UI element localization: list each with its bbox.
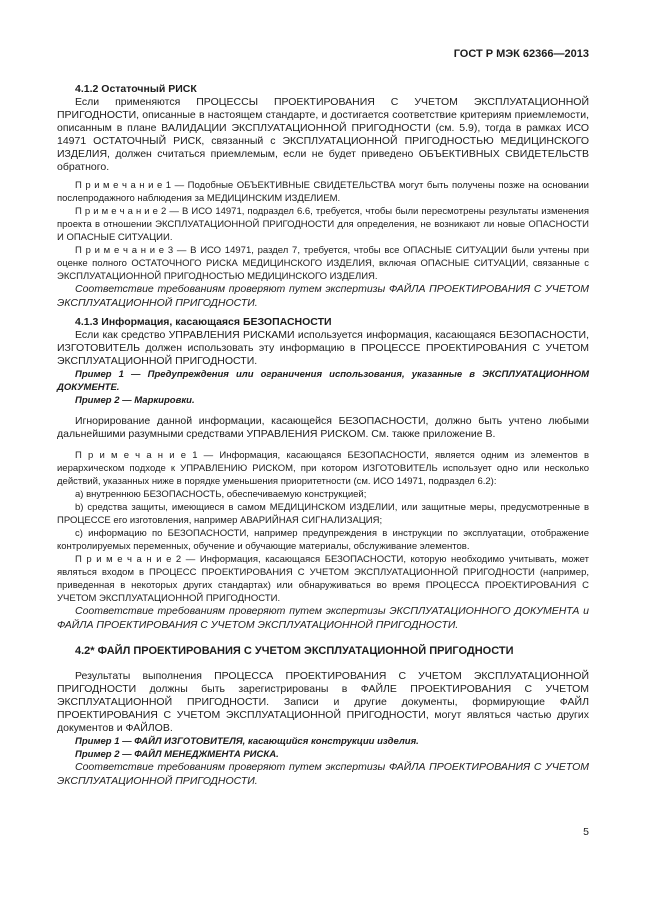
- section-4-1-2-heading: 4.1.2 Остаточный РИСК: [75, 83, 197, 95]
- section-4-1-3-list-item-a: a) внутреннюю БЕЗОПАСНОСТЬ, обеспечиваемую конструкцией;: [75, 489, 367, 500]
- section-4-2-heading: 4.2* ФАЙЛ ПРОЕКТИРОВАНИЯ С УЧЕТОМ ЭКСПЛУАТАЦИОННОЙ ПРИГОДНОСТИ: [75, 645, 514, 657]
- section-4-2-example-2: Пример 2 — ФАЙЛ МЕНЕДЖМЕНТА РИСКА.: [75, 749, 279, 760]
- section-4-1-3-example-2: Пример 2 — Маркировки.: [75, 395, 195, 406]
- section-4-1-3-conformity-check: Соответствие требованиям проверяют путем экспертизы ЭКСПЛУАТАЦИОННОГО ДОКУМЕНТА и ФАЙЛА ПРОЕКТИРОВАНИЯ С УЧЕТОМ ЭКСПЛУАТАЦИОННОЙ ПРИГОДНОСТИ.: [57, 605, 589, 631]
- section-4-1-2-note-3: П р и м е ч а н и е 3 — В ИСО 14971, раздел 7, требуется, чтобы все ОПАСНЫЕ СИТУАЦИИ были учтены при оценке полного ОСТАТОЧНОГО РИСКА МЕДИЦИНСКОГО ИЗДЕЛИЯ, включая ОПАСНЫЕ СИТУАЦИИ, связанные с ЭКСПЛУАТАЦИОННОЙ ПРИГОДНОСТЬЮ МЕДИЦИНСКОГО ИЗДЕЛИЯ.: [57, 245, 589, 282]
- section-4-2-conformity-check: Соответствие требованиям проверяют путем экспертизы ФАЙЛА ПРОЕКТИРОВАНИЯ С УЧЕТОМ ЭКСПЛУАТАЦИОННОЙ ПРИГОДНОСТИ.: [57, 761, 589, 787]
- section-4-1-3-note-1: П р и м е ч а н и е 1 — Информация, касающаяся БЕЗОПАСНОСТИ, является одним из элементов в иерархическом подходе к УПРАВЛЕНИЮ РИСКОМ, при котором ИЗГОТОВИТЕЛЬ использует одно или несколько действий, указанных ниже в порядке уменьшения приоритетности (см. ИСО 14971, подраздел 6.2):: [57, 450, 589, 487]
- section-4-1-2-note-1: П р и м е ч а н и е 1 — Подобные ОБЪЕКТИВНЫЕ СВИДЕТЕЛЬСТВА могут быть получены позже на основании послепродажного наблюдения за МЕДИЦИНСКИМ ИЗДЕЛИЕМ.: [57, 180, 589, 204]
- section-4-1-2-body: Если применяются ПРОЦЕССЫ ПРОЕКТИРОВАНИЯ С УЧЕТОМ ЭКСПЛУАТАЦИОННОЙ ПРИГОДНОСТИ, описанные в настоящем стандарте, и достигается соответствие критериям приемлемости, описанным в плане ВАЛИДАЦИИ ЭКСПЛУАТАЦИОННОЙ ПРИГОДНОСТИ (см. 5.9), тогда в рамках ИСО 14971 ОСТАТОЧНЫЙ РИСК, связанный с ЭКСПЛУАТАЦИОННОЙ ПРИГОДНОСТЬЮ МЕДИЦИНСКОГО ИЗДЕЛИЯ, должен считаться приемлемым, если не будет приведено ОБЪЕКТИВНЫХ СВИДЕТЕЛЬСТВ обратного.: [57, 96, 589, 173]
- section-4-1-3-list-item-b: b) средства защиты, имеющиеся в самом МЕДИЦИНСКОМ ИЗДЕЛИИ, или защитные меры, предусмотренные в ПРОЦЕССЕ его изготовления, например АВАРИЙНАЯ СИГНАЛИЗАЦИЯ;: [57, 502, 589, 526]
- section-4-1-3-heading: 4.1.3 Информация, касающаяся БЕЗОПАСНОСТИ: [75, 316, 332, 328]
- page-content: [57, 48, 589, 788]
- section-4-1-3-note-2: П р и м е ч а н и е 2 — Информация, касающаяся БЕЗОПАСНОСТИ, которую необходимо учитывать, может являться входом в ПРОЦЕСС ПРОЕКТИРОВАНИЯ С УЧЕТОМ ЭКСПЛУАТАЦИОННОЙ ПРИГОДНОСТИ (например, приведенная в некоторых других стандартах) или обнаруживаться во время ПРОЦЕССА ПРОЕКТИРОВАНИЯ С УЧЕТОМ ЭКСПЛУАТАЦИОННОЙ ПРИГОДНОСТИ.: [57, 554, 589, 604]
- section-4-1-2-conformity-check: Соответствие требованиям проверяют путем экспертизы ФАЙЛА ПРОЕКТИРОВАНИЯ С УЧЕТОМ ЭКСПЛУАТАЦИОННОЙ ПРИГОДНОСТИ.: [57, 283, 589, 309]
- section-4-2-example-1: Пример 1 — ФАЙЛ ИЗГОТОВИТЕЛЯ, касающийся конструкции изделия.: [75, 736, 419, 747]
- section-4-1-3-body: Если как средство УПРАВЛЕНИЯ РИСКАМИ используется информация, касающаяся БЕЗОПАСНОСТИ, ИЗГОТОВИТЕЛЬ должен использовать эту информацию в ПРОЦЕССЕ ПРОЕКТИРОВАНИЯ С УЧЕТОМ ЭКСПЛУАТАЦИОННОЙ ПРИГОДНОСТИ.: [57, 329, 589, 367]
- page-number: 5: [583, 826, 589, 838]
- standard-reference-header: ГОСТ Р МЭК 62366—2013: [453, 48, 589, 60]
- section-4-1-3-list-item-c: c) информацию по БЕЗОПАСНОСТИ, например предупреждения в инструкции по эксплуатации, отображение контролируемых переменных, обучение и обучающие материалы, обслуживание элементов.: [57, 528, 589, 552]
- section-4-2-body: Результаты выполнения ПРОЦЕССА ПРОЕКТИРОВАНИЯ С УЧЕТОМ ЭКСПЛУАТАЦИОННОЙ ПРИГОДНОСТИ должны быть зарегистрированы в ФАЙЛЕ ПРОЕКТИРОВАНИЯ С УЧЕТОМ ЭКСПЛУАТАЦИОННОЙ ПРИГОДНОСТИ. Записи и другие документы, формирующие ФАЙЛ ПРОЕКТИРОВАНИЯ С УЧЕТОМ ЭКСПЛУАТАЦИОННОЙ ПРИГОДНОСТИ, могут являться частью других документов и ФАЙЛОВ.: [57, 670, 589, 734]
- section-4-1-3-example-1: Пример 1 — Предупреждения или ограничения использования, указанные в ЭКСПЛУАТАЦИОННОМ ДОКУМЕНТЕ.: [57, 369, 589, 393]
- section-4-1-3-body-2: Игнорирование данной информации, касающейся БЕЗОПАСНОСТИ, должно быть учтено любыми дальнейшими разумными средствами УПРАВЛЕНИЯ РИСКОМ. См. также приложение В.: [57, 415, 589, 440]
- section-4-1-2-note-2: П р и м е ч а н и е 2 — В ИСО 14971, подраздел 6.6, требуется, чтобы были пересмотрены результаты изменения проекта в отношении ЭКСПЛУАТАЦИОННОЙ ПРИГОДНОСТИ для определения, не возникают ли новые ОПАСНОСТИ И ОПАСНЫЕ СИТУАЦИИ.: [57, 206, 589, 243]
